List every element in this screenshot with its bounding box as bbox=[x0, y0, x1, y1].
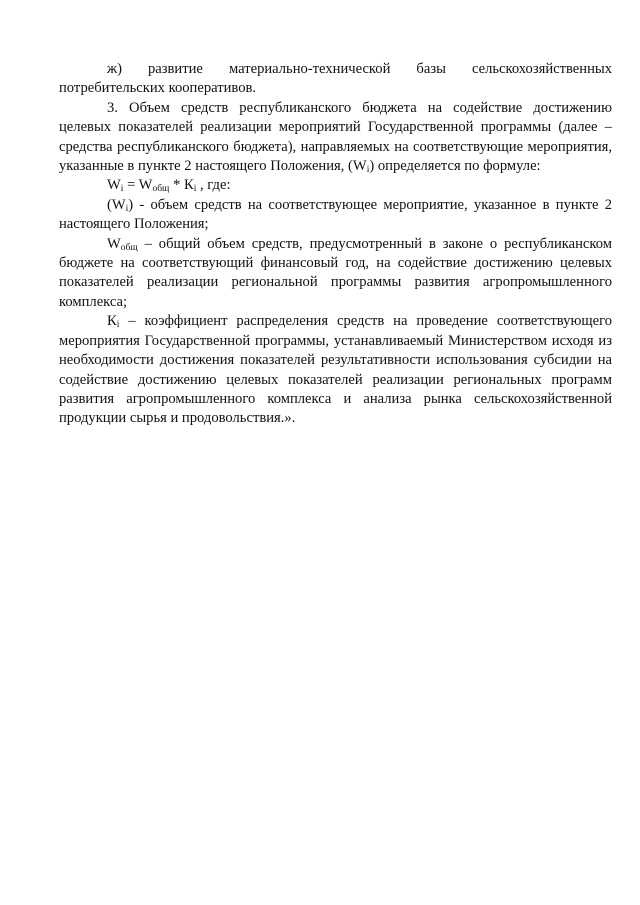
formula-symbol: W bbox=[107, 177, 121, 194]
definition-symbol: К bbox=[107, 313, 117, 330]
paragraph-text: 3. Объем средств республиканского бюджета на содействие достижению целевых показателей реализации мероприятий Государственной программы (далее – средства республиканского бюджета), направляемых на соответствующие мероприятия, указанные в пункте 2 настоящего Положения, (W bbox=[59, 99, 612, 175]
subscript: i bbox=[193, 184, 197, 195]
definition-symbol: W bbox=[107, 235, 121, 252]
paragraph-text: ) определяется по формуле: bbox=[369, 158, 541, 175]
formula-text: * К bbox=[169, 177, 194, 194]
definition-symbol: (W bbox=[107, 196, 126, 213]
definition-wobsh bbox=[59, 235, 612, 313]
subscript: i bbox=[116, 320, 120, 331]
subscript: i bbox=[366, 165, 370, 176]
subscript: общ bbox=[120, 242, 138, 253]
subscript: i bbox=[125, 203, 129, 214]
paragraph-item-3 bbox=[59, 99, 612, 177]
definition-text: – коэффициент распределения средств на проведение соответствующего мероприятия Государственной программы, устанавливаемый Министерством исходя из необходимости достижения показателей результативности использования субсидии на содействие достижению целевых показателей реализации региональных программ развития агропромышленного комплекса и анализа рынка сельскохозяйственной продукции сырья и продовольствия.». bbox=[59, 313, 612, 427]
formula-text: , где: bbox=[196, 177, 231, 194]
formula-text: = W bbox=[123, 177, 153, 194]
paragraph-item-zh bbox=[59, 60, 612, 99]
definition-ki bbox=[59, 312, 612, 428]
definition-text: – общий объем средств, предусмотренный в законе о республиканском бюджете на соответствующий финансовый год, на содействие достижению целевых показателей реализации региональной программы развития агропромышленного комплекса; bbox=[59, 235, 612, 310]
definition-wi bbox=[59, 196, 612, 235]
paragraph-text: ж) развитие материально-технической базы сельскохозяйственных потребительских кооперативов. bbox=[59, 61, 612, 97]
subscript: общ bbox=[152, 184, 170, 195]
document-body bbox=[59, 60, 612, 429]
subscript: i bbox=[120, 184, 124, 195]
definition-text: ) - объем средств на соответствующее мероприятие, указанное в пункте 2 настоящего Положения; bbox=[59, 196, 612, 233]
formula-line bbox=[59, 176, 612, 195]
